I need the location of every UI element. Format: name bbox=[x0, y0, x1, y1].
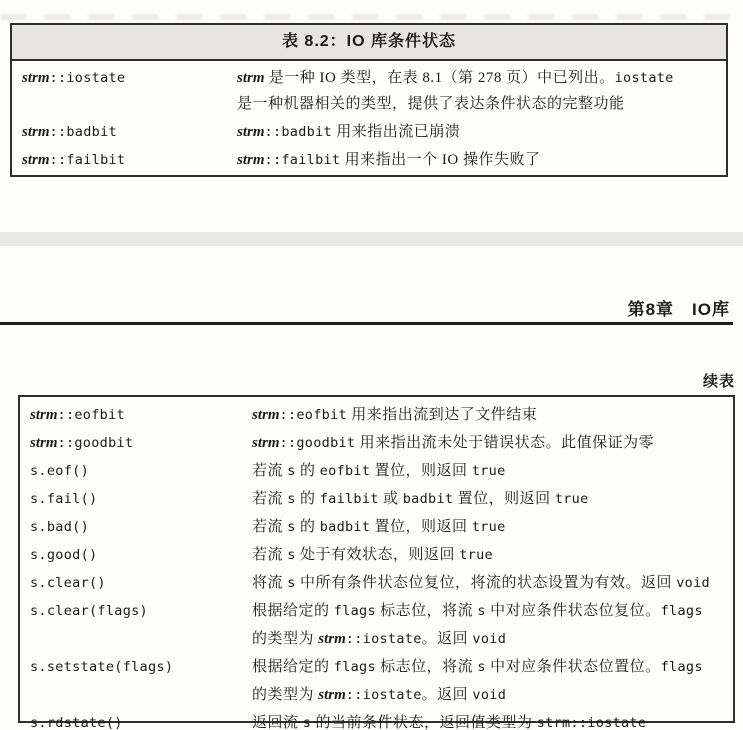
code-text: s bbox=[477, 659, 486, 675]
body-text: 根据给定的 bbox=[252, 603, 334, 619]
term-cell bbox=[20, 401, 252, 429]
code-text: ::goodbit bbox=[57, 435, 134, 451]
code-text: ::eofbit bbox=[57, 407, 125, 423]
body-text: 的类型为 bbox=[252, 631, 319, 647]
code-text: ::badbit bbox=[264, 124, 332, 140]
term-cell bbox=[12, 119, 237, 145]
table-8-2-body bbox=[12, 61, 726, 174]
description-cell bbox=[252, 597, 733, 653]
code-text: ::goodbit bbox=[279, 435, 356, 451]
continued-table-label: 续表 bbox=[702, 373, 735, 390]
description-cell bbox=[252, 401, 733, 429]
description-cell bbox=[252, 429, 733, 457]
body-text: 。返回 bbox=[421, 631, 473, 647]
body-text: 中对应条件状态位置位。 bbox=[485, 659, 661, 675]
body-text: 的类型为 bbox=[252, 687, 319, 703]
italic-placeholder-text: strm bbox=[22, 152, 50, 168]
body-text: 置位，则返回 bbox=[453, 491, 555, 507]
description-cell bbox=[252, 513, 733, 541]
body-text: 的 bbox=[295, 519, 320, 535]
code-text: ::iostate bbox=[345, 687, 422, 703]
code-text: true bbox=[471, 463, 506, 479]
table-8-2-title: 表 8.2：IO 库条件状态 bbox=[12, 25, 726, 61]
table-row bbox=[20, 597, 733, 653]
table-row bbox=[20, 401, 733, 429]
term-cell bbox=[20, 597, 252, 625]
body-text: 返回流 bbox=[252, 715, 303, 730]
description-cell bbox=[252, 569, 733, 597]
code-text: failbit bbox=[319, 491, 379, 507]
table-row bbox=[12, 146, 726, 174]
body-text: 的 bbox=[295, 491, 320, 507]
code-text: true bbox=[554, 491, 589, 507]
code-text: ::failbit bbox=[49, 152, 126, 168]
body-text: 中所有条件状态位复位，将流的状态设置为有效。返回 bbox=[295, 575, 677, 591]
italic-placeholder-text: strm bbox=[30, 435, 58, 451]
body-text: 中对应条件状态位复位。 bbox=[485, 603, 661, 619]
code-text: s bbox=[477, 603, 486, 619]
body-text: 标志位，将流 bbox=[375, 603, 478, 619]
description-cell bbox=[237, 147, 726, 173]
code-text: s.fail() bbox=[30, 491, 98, 507]
code-text: s.bad() bbox=[30, 519, 89, 535]
body-text: 的 bbox=[295, 463, 320, 479]
body-text: 用来指出流到达了文件结束 bbox=[346, 407, 538, 423]
table-8-2 bbox=[10, 23, 728, 177]
table-row bbox=[12, 64, 726, 118]
italic-placeholder-text: strm bbox=[318, 631, 346, 647]
chapter-header-rule bbox=[0, 322, 733, 325]
term-cell bbox=[20, 457, 252, 485]
body-text: 的当前条件状态，返回值类型为 bbox=[311, 715, 537, 730]
term-cell bbox=[20, 429, 252, 457]
code-text: ::failbit bbox=[264, 152, 341, 168]
description-cell bbox=[237, 119, 726, 145]
term-cell bbox=[12, 147, 237, 173]
table-8-2-continued bbox=[18, 395, 735, 730]
table-row bbox=[20, 457, 733, 485]
code-text: ::eofbit bbox=[279, 407, 347, 423]
body-text: 或 bbox=[378, 491, 403, 507]
body-text: 置位，则返回 bbox=[370, 519, 472, 535]
table-row bbox=[20, 485, 733, 513]
description-cell bbox=[237, 65, 726, 117]
code-text: s bbox=[302, 715, 312, 730]
body-text: 处于有效状态，则返回 bbox=[295, 547, 460, 563]
code-text: flags bbox=[333, 603, 376, 619]
chapter-header: 第8章 IO库 bbox=[627, 300, 730, 319]
code-text: ::iostate bbox=[49, 70, 126, 86]
term-cell bbox=[20, 569, 252, 597]
body-text: 是一种 IO 类型，在表 8.1（第 278 页）中已列出。 bbox=[264, 70, 615, 86]
code-text: s bbox=[287, 547, 296, 563]
scan-artifact bbox=[0, 14, 743, 20]
code-text: ::iostate bbox=[345, 631, 422, 647]
body-text: 用来指出一个 IO 操作失败了 bbox=[340, 152, 541, 168]
code-text: iostate bbox=[614, 70, 674, 86]
table-row bbox=[20, 569, 733, 597]
table-row bbox=[20, 513, 733, 541]
table-row bbox=[20, 429, 733, 457]
code-text: s.setstate(flags) bbox=[30, 659, 174, 675]
italic-placeholder-text: strm bbox=[237, 70, 265, 86]
body-text: 标志位，将流 bbox=[375, 659, 478, 675]
code-text: void bbox=[472, 631, 507, 647]
term-cell bbox=[20, 653, 252, 681]
table-8-2-continued-body bbox=[20, 397, 733, 730]
code-text: s bbox=[287, 463, 296, 479]
term-cell bbox=[20, 541, 252, 569]
code-text: s bbox=[287, 575, 296, 591]
table-row bbox=[20, 709, 733, 730]
code-text: badbit bbox=[402, 491, 454, 507]
body-text: 用来指出流未处于错误状态。此值保证为零 bbox=[355, 435, 655, 451]
code-text: true bbox=[471, 519, 506, 535]
code-text: s.clear() bbox=[30, 575, 106, 591]
term-cell bbox=[20, 513, 252, 541]
table-row bbox=[20, 653, 733, 709]
body-text: 根据给定的 bbox=[252, 659, 334, 675]
italic-placeholder-text: strm bbox=[252, 435, 280, 451]
code-text: s.good() bbox=[30, 547, 98, 563]
code-text: s.eof() bbox=[30, 463, 89, 479]
italic-placeholder-text: strm bbox=[252, 407, 280, 423]
body-text: 。返回 bbox=[421, 687, 473, 703]
description-cell bbox=[252, 457, 733, 485]
italic-placeholder-text: strm bbox=[22, 124, 50, 140]
body-text: 将流 bbox=[252, 575, 288, 591]
code-text: badbit bbox=[319, 519, 371, 535]
description-cell bbox=[252, 541, 733, 569]
code-text: flags bbox=[333, 659, 376, 675]
italic-placeholder-text: strm bbox=[237, 152, 265, 168]
code-text: void bbox=[472, 687, 507, 703]
italic-placeholder-text: strm bbox=[22, 70, 50, 86]
body-text: 若流 bbox=[252, 463, 288, 479]
term-cell bbox=[20, 709, 252, 730]
term-cell bbox=[12, 65, 237, 91]
description-cell bbox=[252, 653, 733, 709]
table-row bbox=[12, 118, 726, 146]
code-text: flags bbox=[660, 659, 703, 675]
code-text: eofbit bbox=[319, 463, 371, 479]
code-text: flags bbox=[660, 603, 703, 619]
term-cell bbox=[20, 485, 252, 513]
code-text: strm::iostate bbox=[536, 715, 647, 730]
italic-placeholder-text: strm bbox=[30, 407, 58, 423]
separator-band bbox=[0, 232, 743, 246]
italic-placeholder-text: strm bbox=[237, 124, 265, 140]
code-text: true bbox=[459, 547, 493, 563]
body-text: 用来指出流已崩溃 bbox=[331, 124, 461, 140]
code-text: s bbox=[287, 491, 296, 507]
body-text: 若流 bbox=[252, 519, 288, 535]
code-text: s.clear(flags) bbox=[30, 603, 148, 619]
body-text: 置位，则返回 bbox=[370, 463, 472, 479]
italic-placeholder-text: strm bbox=[318, 687, 346, 703]
code-text: s.rdstate() bbox=[30, 715, 123, 730]
body-text: 若流 bbox=[252, 547, 288, 563]
body-text: 是一种机器相关的类型，提供了表达条件状态的完整功能 bbox=[237, 96, 625, 112]
body-text: 若流 bbox=[252, 491, 288, 507]
code-text: void bbox=[676, 575, 710, 591]
code-text: ::badbit bbox=[49, 124, 117, 140]
code-text: s bbox=[287, 519, 296, 535]
description-cell bbox=[252, 485, 733, 513]
table-row bbox=[20, 541, 733, 569]
description-cell bbox=[252, 709, 733, 730]
